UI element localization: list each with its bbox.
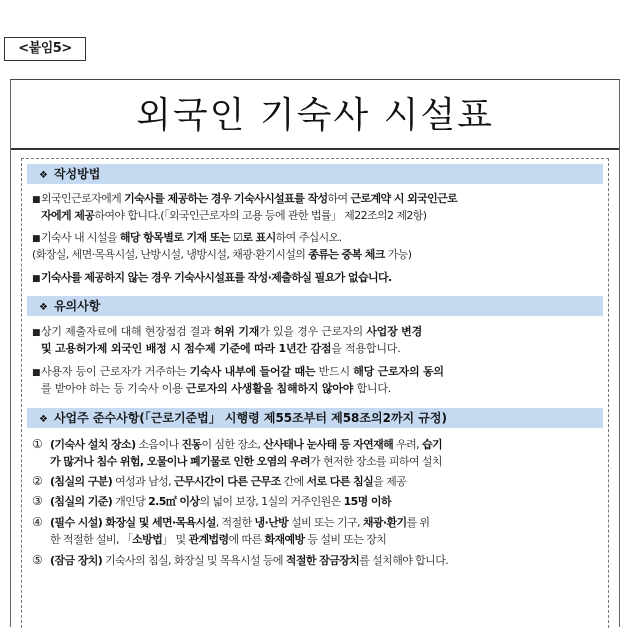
page-title: 외국인 기숙사 시설표: [136, 95, 494, 136]
numbered-item-continued: 가 많거나 침수 위험, 오물이나 폐기물로 인한 오염의 우려가 현저한 장소를 피하여 설치: [50, 455, 442, 468]
numbered-item: ⑤ (잠금 장치) 기숙사의 침실, 화장실 및 목욕시설 등에 적절한 잠금장치를 설치해야 합니다.: [32, 553, 449, 567]
list-item: ■상기 제출자료에 대해 현장점검 결과 허위 기재가 있을 경우 근로자의 사업장 변경: [32, 323, 604, 342]
list-item-continued: 자에게 제공하여야 합니다.(「외국인근로자의 고용 등에 관한 법률」 제22조의2 제2항): [41, 209, 427, 222]
numbered-item: ② (침실의 구분) 여성과 남성, 근무시간이 다른 근무조 간에 서로 다른 침실을 제공: [32, 474, 407, 488]
title-divider: [11, 148, 619, 150]
square-bullet-icon: ■: [32, 234, 40, 244]
list-item-continued: 를 받아야 하는 등 기숙사 이용 근로자의 사생활을 침해하지 않아야 합니다.: [41, 382, 392, 395]
list-item: ■외국인근로자에게 기숙사를 제공하는 경우 기숙사시설표를 작성하여 근로계약 시 외국인근로: [32, 190, 604, 209]
list-item: ■사용자 등이 근로자가 거주하는 기숙사 내부에 들어갈 때는 반드시 해당 근로자의 동의: [32, 363, 604, 382]
list-item: ■기숙사를 제공하지 않는 경우 기숙사시설표를 작성·제출하실 필요가 없습니다.: [32, 269, 604, 288]
square-bullet-icon: ■: [32, 368, 41, 378]
numbered-item-continued: 한 적절한 설비, 「소방법」 및 관계법령에 따른 화재예방 등 설비 또는 장치: [50, 533, 387, 546]
diamond-bullet-icon: ❖: [39, 170, 48, 181]
section-header-employer-obligations: [27, 408, 603, 428]
list-item-continued: (화장실, 세면·목욕시설, 난방시설, 냉방시설, 채광·환기시설의 종류는 중복 체크 가능): [32, 248, 412, 261]
square-bullet-icon: ■: [32, 328, 41, 338]
instructions-box: [21, 158, 609, 628]
numbered-item: ③ (침실의 기준) 개인당 2.5㎡ 이상의 넓이 보장, 1실의 거주인원은 15명 이하: [32, 494, 391, 508]
attachment-tag: <붙임5>: [4, 37, 86, 61]
numbered-item: ① (기숙사 설치 장소) 소음이나 진동이 심한 장소, 산사태나 눈사태 등 자연재해 우려, 습기: [32, 437, 442, 451]
square-bullet-icon: ■: [32, 195, 40, 205]
section-title: 사업주 준수사항(「근로기준법」 시행령 제55조부터 제58조의2까지 규정): [53, 411, 447, 425]
diamond-bullet-icon: ❖: [39, 302, 48, 313]
numbered-item: ④ (필수 시설) 화장실 및 세면·목욕시설, 적절한 냉·난방 설비 또는 기구, 채광·환기를 위: [32, 515, 430, 529]
diamond-bullet-icon: ❖: [39, 414, 48, 425]
section-header-precautions: [27, 296, 603, 316]
document-frame: [10, 79, 620, 627]
section-title: 작성방법: [53, 167, 101, 181]
section-header-writing-method: [27, 164, 603, 184]
list-item: ■기숙사 내 시설을 해당 항목별로 기재 또는 ☑로 표시하여 주십시오.: [32, 229, 604, 248]
square-bullet-icon: ■: [32, 274, 40, 284]
list-item-continued: 및 고용허가제 외국인 배정 시 점수제 기준에 따라 1년간 감점을 적용합니다.: [41, 342, 401, 355]
section-title: 유의사항: [53, 299, 101, 313]
